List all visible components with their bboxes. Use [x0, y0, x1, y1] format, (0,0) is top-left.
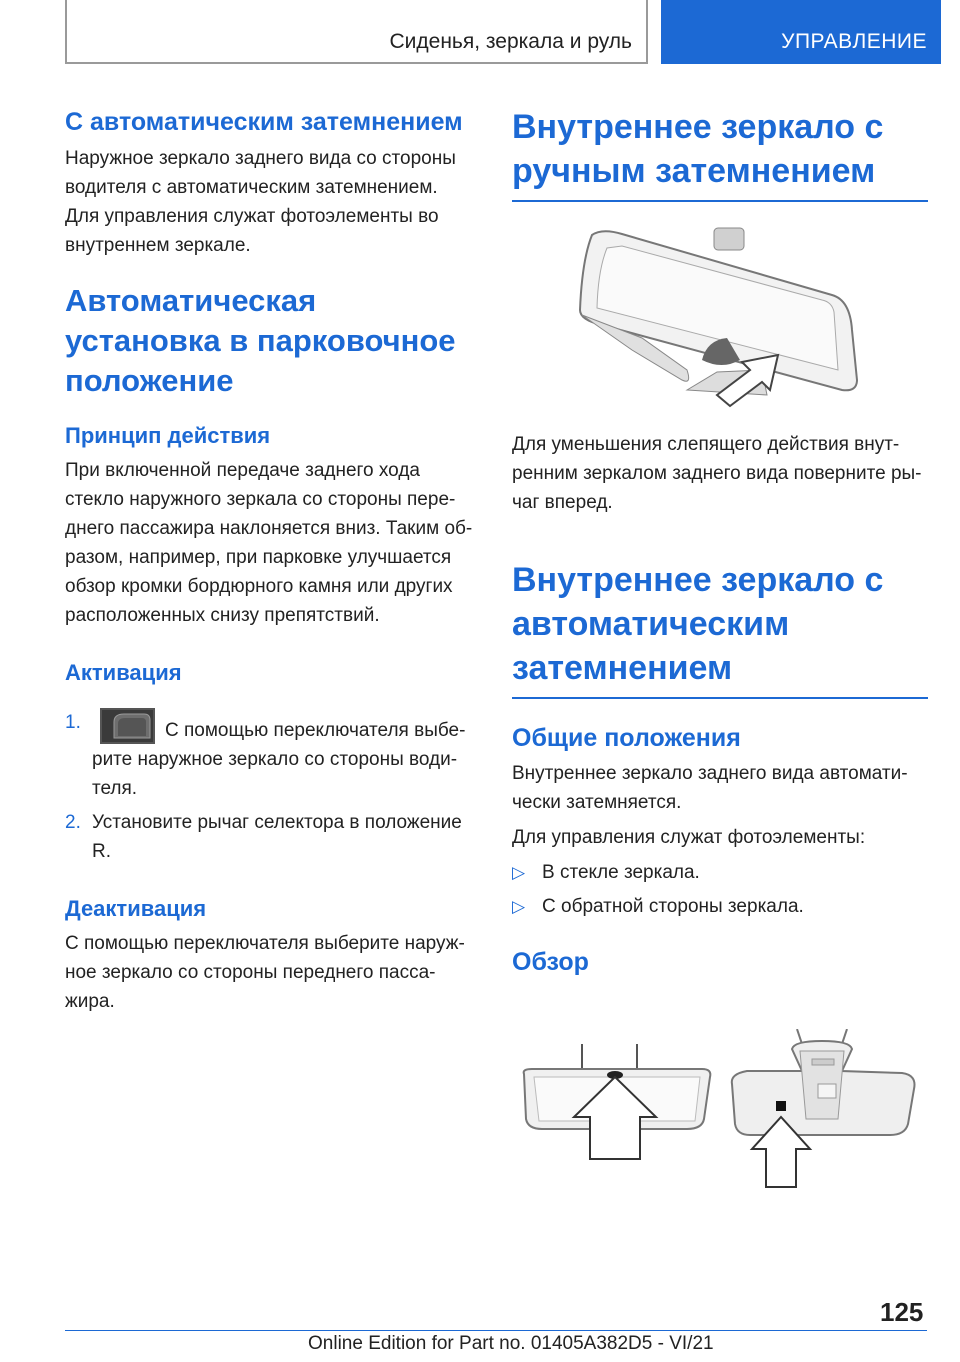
heading-parking-position: Автоматическая установка в парковочное положение [65, 283, 456, 398]
heading-auto-dimming: С автоматическим затемнением [65, 108, 463, 136]
heading-deactivation: Деактивация [65, 896, 207, 921]
bullet-text: С обратной стороны зеркала. [542, 896, 804, 917]
header-section-box [65, 0, 648, 64]
step-text: Установите рычаг селектора в положение R. [92, 812, 462, 862]
heading-automatic-mirror: Внутреннее зеркало с автоматическим затемнением [512, 561, 884, 687]
step-number: 2. [65, 812, 81, 833]
heading-overview: Обзор [512, 948, 589, 976]
activation-step-1 [65, 708, 477, 803]
bullet-text: В стекле зеркала. [542, 862, 700, 883]
step-number: 1. [65, 712, 81, 733]
paragraph-general-2: Для управления служат фотоэлементы: [512, 827, 866, 848]
triangle-bullet-icon: ▷ [512, 863, 526, 882]
footer-rule [65, 1330, 927, 1331]
bullet-item [512, 892, 928, 921]
triangle-bullet-icon: ▷ [512, 897, 526, 916]
heading-activation: Активация [65, 660, 182, 685]
right-column [512, 105, 928, 1189]
manual-dimming-mirror-illustration [512, 220, 928, 410]
header-chapter-tab[interactable] [661, 0, 941, 64]
left-column [65, 105, 477, 1016]
footer-edition: Online Edition for Part no. 01405A382D5 - VI/21 [308, 1333, 714, 1354]
page-number: 125 [880, 1297, 924, 1327]
heading-principle: Принцип действия [65, 423, 271, 448]
paragraph-principle: При включенной передаче заднего хода стекло наружного зеркала со стороны переднего пассажира наклоняется вниз. Таким образом, например, при парковке улучшается обзор кромки бордюрного камня или других расположенных снизу препятствий. [65, 460, 473, 626]
heading-rule [512, 697, 928, 699]
header-chapter-title: УПРАВЛЕНИЕ [781, 30, 927, 53]
paragraph-general-1: Внутреннее зеркало заднего вида автоматически затемняется. [512, 763, 908, 813]
step-text: С помощью переключателя выберите наружное зеркало со стороны водителя. [92, 720, 466, 799]
activation-step-2 [65, 808, 477, 866]
paragraph-manual: Для уменьшения слепящего действия внутренним зеркалом заднего вида поверните рычаг вперед. [512, 434, 922, 513]
auto-dimming-mirror-overview-illustration [512, 1029, 928, 1189]
heading-general: Общие положения [512, 724, 741, 752]
bullet-item [512, 858, 928, 887]
heading-rule [512, 200, 928, 202]
paragraph-auto-dimming: Наружное зеркало заднего вида со стороны водителя с автоматическим затемнением. Для управления служат фотоэлементы во внутреннем зеркале. [65, 148, 456, 256]
paragraph-deactivation: С помощью переключателя выберите наружное зеркало со стороны переднего пассажира. [65, 933, 465, 1012]
mirror-switch-icon [100, 708, 155, 744]
heading-manual-mirror: Внутреннее зеркало с ручным затемнением [512, 108, 884, 190]
header-section-title: Сиденья, зеркала и руль [389, 30, 632, 53]
